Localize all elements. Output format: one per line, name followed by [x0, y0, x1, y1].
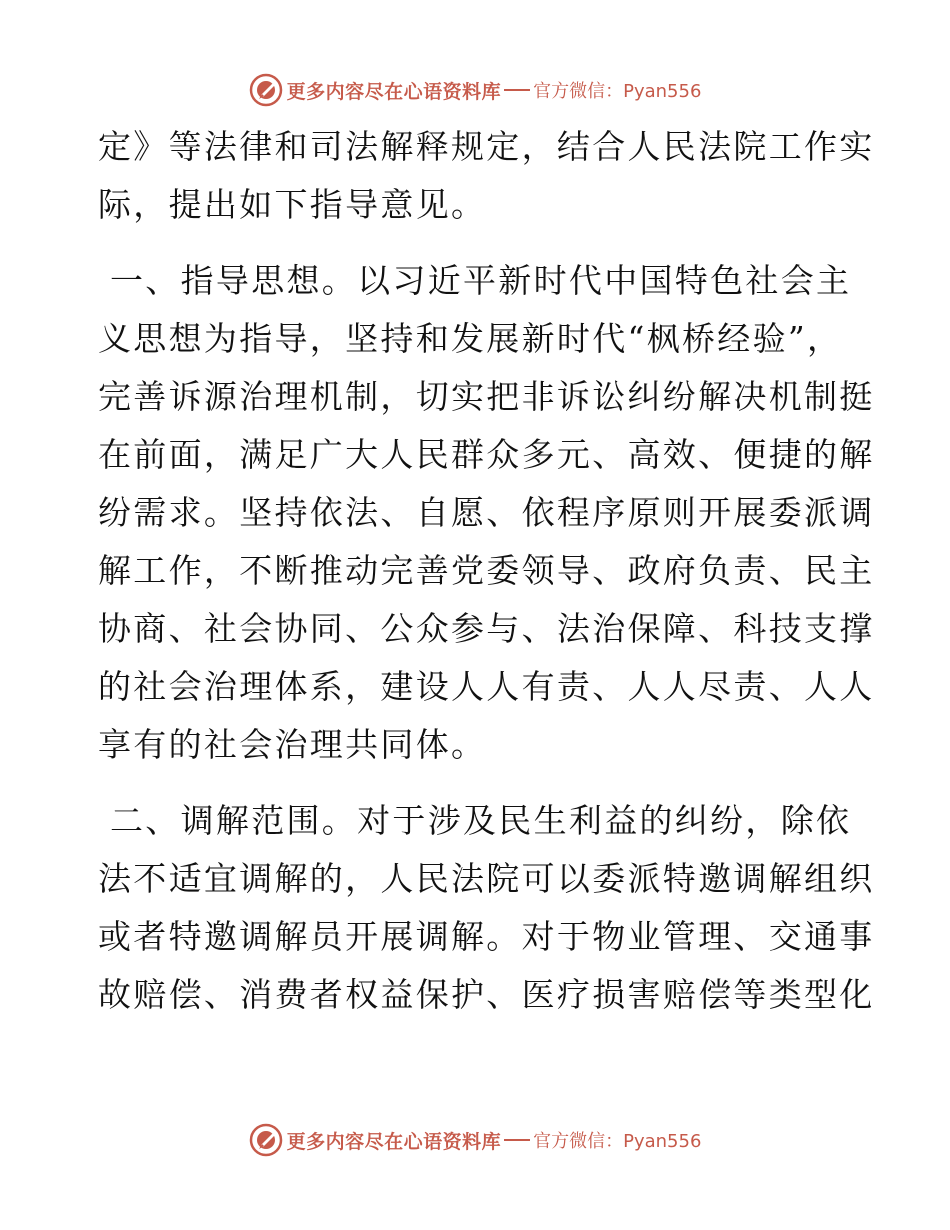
text-line: 法不适宜调解的，人民法院可以委派特邀调解组织 [98, 859, 875, 898]
document-body [98, 118, 875, 1024]
text-line: 或者特邀调解员开展调解。对于物业管理、交通事 [98, 917, 875, 956]
text-line: 的社会治理体系，建设人人有责、人人尽责、人人 [98, 667, 875, 706]
text-line: 享有的社会治理共同体。 [98, 725, 487, 764]
watermark-sub-text: 官方微信：Pyan556 [533, 1131, 702, 1152]
text-line: 际，提出如下指导意见。 [98, 185, 487, 224]
text-line: 解工作，不断推动完善党委领导、政府负责、民主 [98, 551, 875, 590]
text-line: 故赔偿、消费者权益保护、医疗损害赔偿等类型化 [98, 975, 875, 1014]
text-line: 定》等法律和司法解释规定，结合人民法院工作实 [98, 127, 875, 166]
text-line: 完善诉源治理机制，切实把非诉讼纠纷解决机制挺 [98, 377, 875, 416]
text-line: 纷需求。坚持依法、自愿、依程序原则开展委派调 [98, 493, 875, 532]
watermark-sub-text: 官方微信：Pyan556 [533, 81, 702, 102]
text-line: 协商、社会协同、公众参与、法治保障、科技支撑 [98, 609, 875, 648]
paragraph-3 [98, 792, 875, 1024]
logo-icon [249, 1123, 283, 1157]
text-line: 义思想为指导，坚持和发展新时代“枫桥经验”， [98, 319, 843, 358]
watermark-dash [504, 89, 530, 91]
watermark-main-text: 更多内容尽在心语资料库 [286, 80, 502, 103]
logo-icon [249, 73, 283, 107]
paragraph-2 [98, 252, 875, 774]
watermark-main-text: 更多内容尽在心语资料库 [286, 1130, 502, 1153]
paragraph-1 [98, 118, 875, 234]
text-line: 二、调解范围。对于涉及民生利益的纠纷，除依 [110, 801, 852, 840]
text-line: 在前面，满足广大人民群众多元、高效、便捷的解 [98, 435, 875, 474]
footer-watermark [0, 1120, 950, 1160]
header-watermark [0, 70, 950, 110]
watermark-dash [504, 1139, 530, 1141]
text-line: 一、指导思想。以习近平新时代中国特色社会主 [110, 261, 852, 300]
